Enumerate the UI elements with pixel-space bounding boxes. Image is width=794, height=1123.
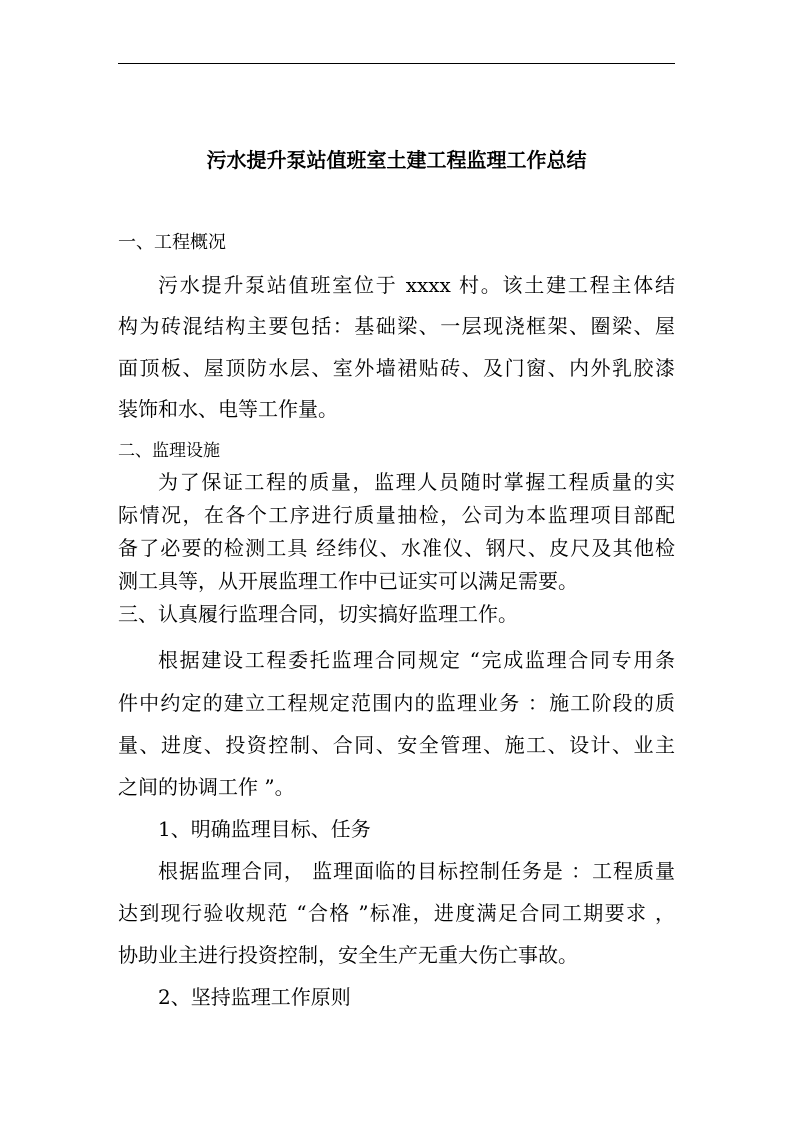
section-heading-contract: 三、认真履行监理合同，切实搞好监理工作。	[118, 602, 518, 626]
paragraph-line: 际情况，在各个工序进行质量抽检，公司为本监理项目部配	[118, 503, 675, 527]
paragraph-line: 协助业主进行投资控制，安全生产无重大伤亡事故。	[118, 943, 578, 967]
document-title: 污水提升泵站值班室土建工程监理工作总结	[206, 148, 587, 172]
paragraph-line: 构为砖混结构主要包括：基础梁、一层现浇框架、圈梁、屋	[118, 314, 675, 338]
paragraph-line: 测工具等，从开展监理工作中已证实可以满足需要。	[118, 569, 578, 593]
section-heading-overview: 一、工程概况	[118, 232, 226, 253]
header-rule	[118, 63, 675, 64]
paragraph-line: 为了保证工程的质量，监理人员随时掌握工程质量的实	[158, 470, 675, 494]
paragraph-line: 件中约定的建立工程规定范围内的监理业务 ：施工阶段的质	[118, 691, 675, 715]
paragraph-line: 备了必要的检测工具 经纬仪、水准仪、钢尺、皮尺及其他检	[118, 536, 675, 560]
paragraph-line: 污水提升泵站值班室位于 xxxx 村。该土建工程主体结	[158, 273, 675, 297]
section-heading-facilities: 二、监理设施	[118, 441, 220, 461]
paragraph-line: 根据建设工程委托监理合同规定 “完成监理合同专用条	[158, 648, 675, 672]
paragraph-line: 达到现行验收规范 “合格 ”标准，进度满足合同工期要求 ，	[118, 901, 675, 925]
paragraph-line: 量、进度、投资控制、合同、安全管理、施工、设计、业主	[118, 733, 675, 757]
paragraph-line: 之间的协调工作 ”。	[118, 775, 295, 799]
paragraph-line: 根据监理合同， 监理面临的目标控制任务是 ：工程质量	[158, 859, 675, 883]
paragraph-line: 装饰和水、电等工作量。	[118, 397, 338, 421]
subsection-heading-objectives: 1、明确监理目标、任务	[158, 817, 371, 841]
paragraph-line: 面顶板、屋顶防水层、室外墙裙贴砖、及门窗、内外乳胶漆	[118, 356, 675, 380]
subsection-heading-principles: 2、坚持监理工作原则	[158, 985, 351, 1009]
